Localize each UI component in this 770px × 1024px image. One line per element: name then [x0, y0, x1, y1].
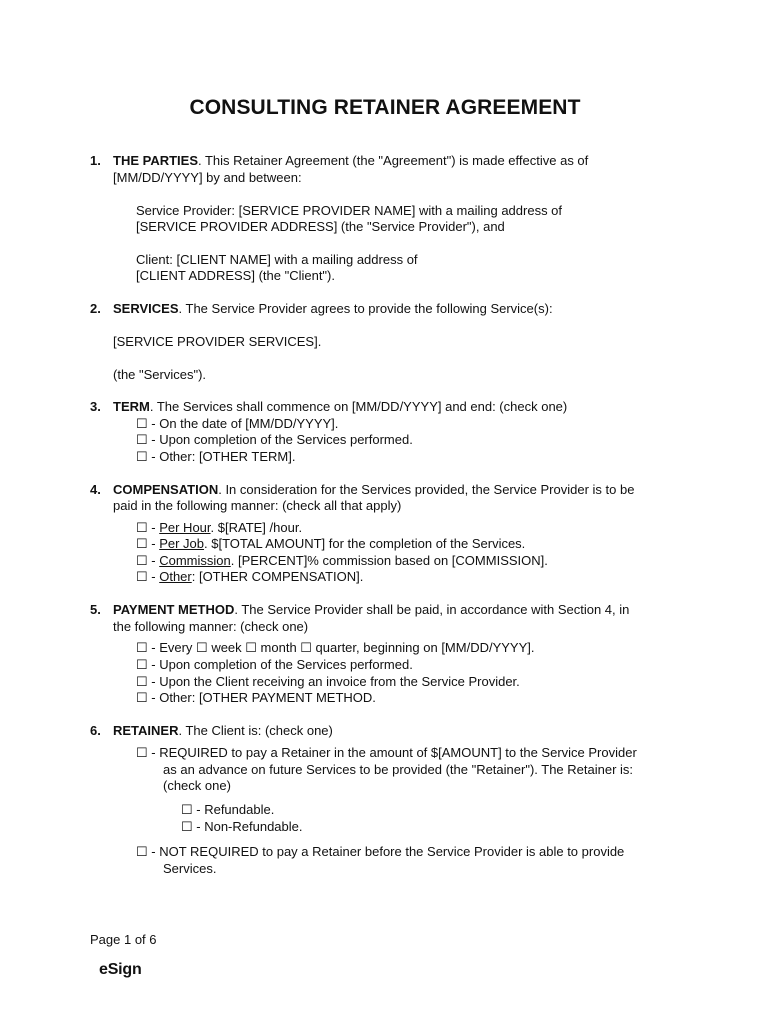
option-label: Per Hour — [159, 520, 211, 535]
checkbox-option[interactable]: ☐ - Every ☐ week ☐ month ☐ quarter, beginning on [MM/DD/YYYY]. — [136, 640, 535, 655]
section-line — [113, 399, 567, 416]
checkbox-option[interactable]: ☐ - Refundable. — [181, 802, 275, 817]
section-text: . The Services shall commence on [MM/DD/YYYY] and end: (check one) — [149, 399, 568, 414]
checkbox-glyph: ☐ - — [136, 569, 160, 584]
checkbox-glyph: ☐ - — [136, 520, 160, 535]
checkbox-option[interactable] — [136, 569, 363, 586]
esign-logo: eSign — [99, 961, 142, 978]
section-text: . The Client is: (check one) — [178, 723, 333, 738]
section-text: the following manner: (check one) — [113, 619, 309, 634]
section-text: paid in the following manner: (check all that apply) — [113, 498, 402, 513]
checkbox-option[interactable]: ☐ - On the date of [MM/DD/YYYY]. — [136, 416, 339, 431]
checkbox-option[interactable]: ☐ - Non-Refundable. — [181, 819, 303, 834]
option-label: Other — [159, 569, 192, 584]
option-text: : [OTHER COMPENSATION]. — [191, 569, 364, 584]
checkbox-option[interactable]: ☐ - Upon the Client receiving an invoice from the Service Provider. — [136, 674, 520, 689]
section-line — [113, 723, 333, 740]
section-number: 4. — [90, 482, 101, 497]
checkbox-option[interactable]: ☐ - NOT REQUIRED to pay a Retainer before the Service Provider is able to provide — [136, 844, 625, 859]
checkbox-option[interactable] — [136, 520, 302, 537]
section-number: 1. — [90, 153, 101, 168]
checkbox-option[interactable]: ☐ - Other: [OTHER TERM]. — [136, 449, 296, 464]
option-continuation: (check one) — [163, 778, 231, 793]
section-text: [MM/DD/YYYY] by and between: — [113, 170, 302, 185]
section-number: 3. — [90, 399, 101, 414]
section-number: 6. — [90, 723, 101, 738]
option-text: . [PERCENT]% commission based on [COMMISSION]. — [230, 553, 548, 568]
checkbox-option[interactable] — [136, 536, 525, 553]
section-text: . This Retainer Agreement (the "Agreement") is made effective as of — [198, 153, 589, 168]
section-heading: THE PARTIES — [113, 153, 198, 168]
section-text: . The Service Provider shall be paid, in accordance with Section 4, in — [234, 602, 630, 617]
services-placeholder: [SERVICE PROVIDER SERVICES]. — [113, 334, 322, 349]
section-number: 2. — [90, 301, 101, 316]
section-heading: COMPENSATION — [113, 482, 219, 497]
checkbox-option[interactable]: ☐ - Upon completion of the Services performed. — [136, 432, 413, 447]
section-text: . In consideration for the Services provided, the Service Provider is to be — [218, 482, 635, 497]
checkbox-option[interactable]: ☐ - Upon completion of the Services performed. — [136, 657, 413, 672]
service-provider-text: [SERVICE PROVIDER ADDRESS] (the "Service Provider"), and — [136, 219, 505, 234]
section-heading: PAYMENT METHOD — [113, 602, 235, 617]
services-definition: (the "Services"). — [113, 367, 207, 382]
section-line — [113, 602, 629, 619]
service-provider-text: Service Provider: [SERVICE PROVIDER NAME] with a mailing address of — [136, 203, 563, 218]
section-number: 5. — [90, 602, 101, 617]
option-label: Commission — [159, 553, 231, 568]
section-heading: RETAINER — [113, 723, 179, 738]
checkbox-glyph: ☐ - — [136, 553, 160, 568]
section-text: . The Service Provider agrees to provide the following Service(s): — [178, 301, 553, 316]
checkbox-glyph: ☐ - — [136, 536, 160, 551]
section-heading: TERM — [113, 399, 150, 414]
checkbox-option[interactable]: ☐ - REQUIRED to pay a Retainer in the amount of $[AMOUNT] to the Service Provider — [136, 745, 637, 760]
document-title: CONSULTING RETAINER AGREEMENT — [189, 96, 581, 119]
section-heading: SERVICES — [113, 301, 179, 316]
client-text: Client: [CLIENT NAME] with a mailing address of — [136, 252, 418, 267]
section-line — [113, 301, 553, 318]
checkbox-option[interactable]: ☐ - Other: [OTHER PAYMENT METHOD. — [136, 690, 376, 705]
option-continuation: Services. — [163, 861, 217, 876]
section-line — [113, 482, 634, 499]
option-text: . $[TOTAL AMOUNT] for the completion of the Services. — [204, 536, 526, 551]
option-text: . $[RATE] /hour. — [210, 520, 303, 535]
checkbox-option[interactable] — [136, 553, 548, 570]
option-continuation: as an advance on future Services to be provided (the "Retainer"). The Retainer is: — [163, 762, 634, 777]
client-text: [CLIENT ADDRESS] (the "Client"). — [136, 268, 335, 283]
section-line — [113, 153, 588, 170]
option-label: Per Job — [159, 536, 205, 551]
page-number: Page 1 of 6 — [90, 932, 157, 947]
